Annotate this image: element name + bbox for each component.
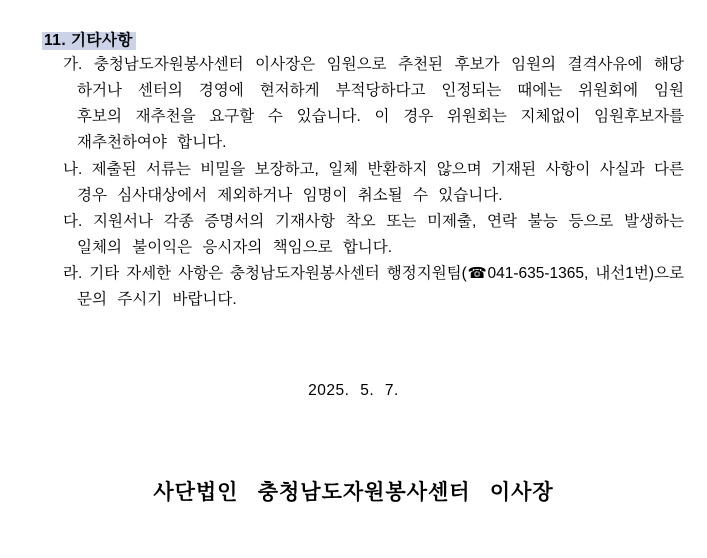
section-heading-text: 11. 기타사항 — [42, 32, 136, 50]
item-na-line-1 — [63, 157, 684, 183]
item-na-text-1: 제출된 서류는 비밀을 보장하고, 일체 반환하지 않으며 기재된 사항이 사실과 다른 — [91, 160, 684, 178]
document-date: 2025. 5. 7. — [308, 382, 399, 399]
item-da-text-1: 지원서나 각종 증명서의 기재사항 착오 또는 미제출, 연락 불능 등으로 발생하는 — [93, 212, 684, 230]
item-ga-line-2: 하거나 센터의 경영에 현저하게 부적당하다고 인정되는 때에는 위원회에 임원 — [77, 82, 684, 100]
item-da-line-1 — [63, 209, 684, 235]
item-ra-text-before: 기타 자세한 사항은 충청남도자원봉사센터 행정지원팀( — [89, 265, 467, 283]
item-list — [0, 52, 684, 313]
item-ra-line-2: 문의 주시기 바랍니다. — [77, 291, 237, 309]
item-da-marker: 다. — [63, 212, 83, 230]
item-na-marker: 나. — [63, 160, 83, 178]
item-na-line-2: 경우 심사대상에서 제외하거나 임명이 취소될 수 있습니다. — [77, 186, 503, 204]
section-heading — [42, 31, 136, 50]
item-ga-line-3: 후보의 재추천을 요구할 수 있습니다. 이 경우 위원회는 지체없이 임원후보자를 — [77, 108, 684, 126]
item-da-line-2: 일체의 불이익은 응시자의 책임으로 합니다. — [77, 238, 393, 256]
phone-icon: ☎ — [466, 265, 488, 283]
item-ra-line-1 — [63, 261, 684, 287]
item-ga-text-1: 충청남도자원봉사센터 이사장은 임원으로 추천된 후보가 임원의 결격사유에 해당 — [93, 56, 684, 73]
signature-line: 사단법인 충청남도자원봉사센터 이사장 — [153, 480, 554, 504]
item-ga-line-4: 재추천하여야 합니다. — [77, 134, 227, 152]
item-ra-text-after: 041-635-1365, 내선1번)으로 — [487, 265, 684, 283]
item-ga-marker: 가. — [63, 56, 83, 73]
item-ga-line-1 — [63, 52, 684, 78]
item-ra-marker: 라. — [63, 265, 83, 283]
